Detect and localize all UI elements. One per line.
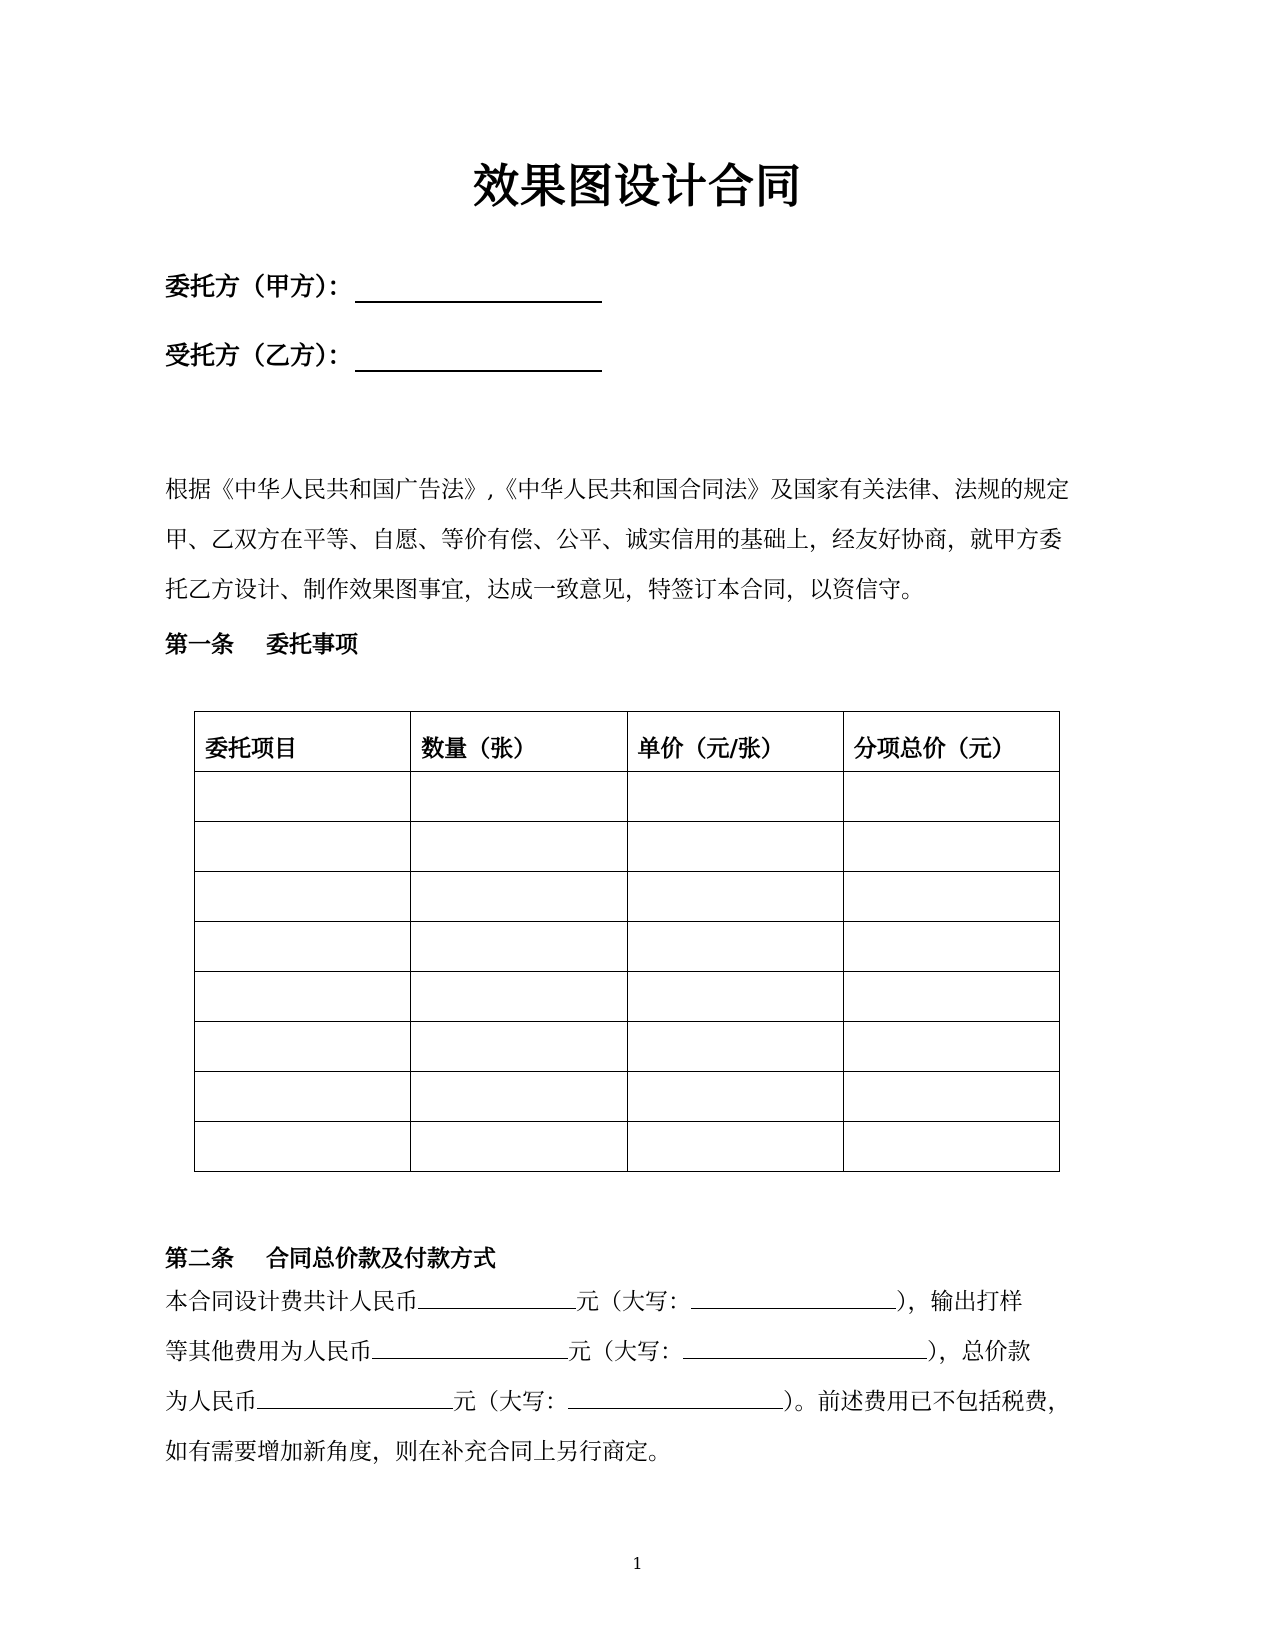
column-header-quantity: 数量（张）: [411, 712, 627, 772]
payment-text: 为人民币: [165, 1389, 257, 1415]
column-header-item: 委托项目: [195, 712, 411, 772]
other-fee-blank: [372, 1334, 568, 1359]
column-header-subtotal: 分项总价（元）: [843, 712, 1059, 772]
table-cell[interactable]: [843, 1072, 1059, 1122]
page-number: 1: [632, 1554, 643, 1573]
commission-items-table: [194, 711, 1060, 1172]
table-row: [195, 972, 1060, 1022]
other-fee-words-blank: [683, 1334, 927, 1359]
party-b-blank: [355, 344, 602, 372]
table-row: [195, 822, 1060, 872]
intro-paragraph: [165, 465, 1115, 615]
table-cell[interactable]: [195, 922, 411, 972]
table-cell[interactable]: [627, 872, 843, 922]
table-cell[interactable]: [627, 772, 843, 822]
table-cell[interactable]: [843, 822, 1059, 872]
table-cell[interactable]: [843, 872, 1059, 922]
payment-text: 元（大写：: [568, 1339, 683, 1365]
table-row: [195, 872, 1060, 922]
table-row: [195, 922, 1060, 972]
payment-line: 如有需要增加新角度，则在补充合同上另行商定。: [165, 1439, 671, 1465]
table-row: [195, 1072, 1060, 1122]
party-a-blank: [355, 275, 602, 303]
table-cell[interactable]: [843, 922, 1059, 972]
table-header-row: [195, 712, 1060, 772]
table-cell[interactable]: [843, 1122, 1059, 1172]
table-cell[interactable]: [195, 1122, 411, 1172]
payment-text: 元（大写：: [576, 1289, 691, 1315]
table-row: [195, 1022, 1060, 1072]
table-cell[interactable]: [411, 872, 627, 922]
table-cell[interactable]: [627, 1022, 843, 1072]
table-body: [195, 772, 1060, 1172]
table-cell[interactable]: [411, 1072, 627, 1122]
table-cell[interactable]: [627, 1072, 843, 1122]
table-cell[interactable]: [411, 822, 627, 872]
table-cell[interactable]: [411, 1122, 627, 1172]
table-row: [195, 1122, 1060, 1172]
table-cell[interactable]: [627, 972, 843, 1022]
column-header-unit-price: 单价（元/张）: [627, 712, 843, 772]
table-cell[interactable]: [195, 1022, 411, 1072]
table-cell[interactable]: [411, 972, 627, 1022]
total-price-blank: [257, 1384, 453, 1409]
party-a-label: 委托方（甲方）：: [165, 272, 353, 301]
table-cell[interactable]: [411, 1022, 627, 1072]
table-cell[interactable]: [627, 922, 843, 972]
design-fee-words-blank: [691, 1284, 896, 1309]
table-row: [195, 772, 1060, 822]
table-cell[interactable]: [195, 872, 411, 922]
section-2-heading: 第二条 合同总价款及付款方式: [165, 1245, 497, 1272]
payment-text: ），总价款: [927, 1339, 1031, 1365]
payment-line: [165, 1327, 1115, 1377]
table-cell[interactable]: [843, 772, 1059, 822]
party-b-field: [165, 336, 602, 372]
total-price-words-blank: [568, 1384, 783, 1409]
table-cell[interactable]: [627, 1122, 843, 1172]
table-cell[interactable]: [843, 972, 1059, 1022]
design-fee-blank: [418, 1284, 576, 1309]
intro-line: 甲、乙双方在平等、自愿、等价有偿、公平、诚实信用的基础上，经友好协商，就甲方委: [165, 527, 1062, 553]
payment-paragraph: [165, 1277, 1115, 1477]
payment-text: ），输出打样: [896, 1289, 1023, 1315]
table-cell[interactable]: [195, 972, 411, 1022]
party-b-label: 受托方（乙方）：: [165, 341, 353, 370]
party-a-field: [165, 267, 602, 303]
intro-line: 根据《中华人民共和国广告法》,《中华人民共和国合同法》及国家有关法律、法规的规定: [165, 477, 1070, 503]
table-cell[interactable]: [195, 772, 411, 822]
table-cell[interactable]: [411, 922, 627, 972]
payment-line: [165, 1377, 1115, 1427]
payment-text: 等其他费用为人民币: [165, 1339, 372, 1365]
table-cell[interactable]: [195, 822, 411, 872]
payment-text: ）。前述费用已不包括税费，: [783, 1389, 1071, 1415]
table-cell[interactable]: [195, 1072, 411, 1122]
table-cell[interactable]: [627, 822, 843, 872]
payment-text: 本合同设计费共计人民币: [165, 1289, 418, 1315]
table-cell[interactable]: [843, 1022, 1059, 1072]
payment-text: 元（大写：: [453, 1389, 568, 1415]
document-title: 效果图设计合同: [473, 159, 802, 213]
section-1-heading: 第一条 委托事项: [165, 631, 359, 658]
intro-line: 托乙方设计、制作效果图事宜，达成一致意见，特签订本合同，以资信守。: [165, 577, 924, 603]
payment-line: [165, 1277, 1115, 1327]
table-cell[interactable]: [411, 772, 627, 822]
